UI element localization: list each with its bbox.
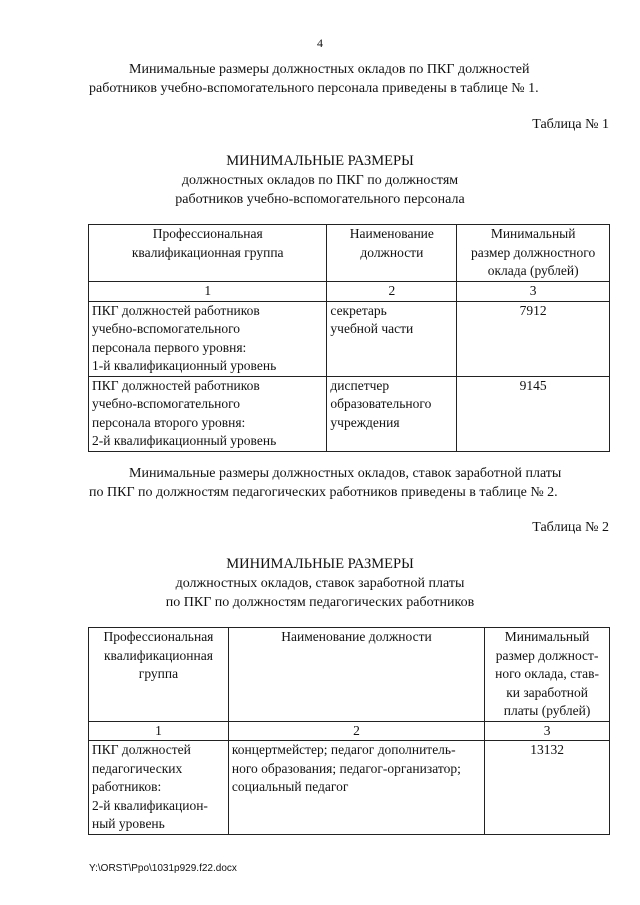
table-1-number-row — [89, 282, 610, 302]
page-number: 4 — [317, 36, 323, 50]
table-1-title-line-3: работников учебно-вспомогательного персонала — [175, 192, 465, 207]
footer-file-path: Y:\ORST\Ppo\1031p929.f22.docx — [89, 863, 237, 874]
intro-2-line-2: по ПКГ по должностям педагогических работников приведены в таблице № 2. — [89, 485, 558, 500]
table-2-title — [0, 555, 640, 612]
table-2-header-group: Профессиональная квалификационная группа — [89, 628, 229, 722]
table-1-header-position: Наименование должности — [327, 225, 457, 282]
table-row — [89, 376, 610, 451]
table-2-title-line-3: по ПКГ по должностям педагогических работников — [165, 595, 475, 610]
table-1-header-group: Профессиональная квалификационная группа — [89, 225, 327, 282]
table-2-header-row — [89, 628, 610, 722]
table-2-title-caps: МИНИМАЛЬНЫЕ РАЗМЕРЫ — [226, 556, 414, 572]
table-2-title-line-2: должностных окладов, ставок заработной платы — [175, 576, 465, 591]
table-1-col-number: 2 — [327, 282, 457, 302]
table-2-col-number: 1 — [89, 721, 229, 741]
table-row — [89, 301, 610, 376]
table-2-row-1-group: ПКГ должностей педагогических работников: 2-й квалификацион- ный уровень — [89, 741, 229, 835]
table-2 — [88, 627, 610, 835]
intro-1-line-2: работников учебно-вспомогательного персонала приведены в таблице № 1. — [89, 81, 539, 96]
table-1-title — [0, 152, 640, 209]
table-2-row-1-position: концертмейстер; педагог дополнитель- ного образования; педагог-организатор; социальный педагог — [228, 741, 484, 835]
table-1-header-row — [89, 225, 610, 282]
table-1 — [88, 224, 610, 452]
intro-paragraph-2 — [89, 464, 609, 502]
table-2-header-salary: Минимальный размер должност- ного оклада, став- ки заработной платы (рублей) — [485, 628, 610, 722]
table-2-label: Таблица № 2 — [532, 520, 609, 535]
table-1-title-line-2: должностных окладов по ПКГ по должностям — [181, 173, 459, 188]
table-1-label: Таблица № 1 — [532, 117, 609, 132]
table-1-row-1-position: секретарь учебной части — [327, 301, 457, 376]
intro-1-line-1: Минимальные размеры должностных окладов по ПКГ должностей — [129, 62, 530, 77]
table-1-col-number: 1 — [89, 282, 327, 302]
table-1-row-2-salary: 9145 — [457, 376, 610, 451]
table-1-row-1-group: ПКГ должностей работников учебно-вспомогательного персонала первого уровня: 1-й квалификационный уровень — [89, 301, 327, 376]
table-2-header-position: Наименование должности — [228, 628, 484, 722]
intro-2-line-1: Минимальные размеры должностных окладов, ставок заработной платы — [129, 466, 562, 481]
table-1-header-salary: Минимальный размер должностного оклада (рублей) — [457, 225, 610, 282]
table-2-row-1-salary: 13132 — [485, 741, 610, 835]
table-1-row-2-position: диспетчер образовательного учреждения — [327, 376, 457, 451]
table-1-row-2-group: ПКГ должностей работников учебно-вспомогательного персонала второго уровня: 2-й квалификационный уровень — [89, 376, 327, 451]
table-2-col-number: 3 — [485, 721, 610, 741]
table-2-number-row — [89, 721, 610, 741]
table-1-col-number: 3 — [457, 282, 610, 302]
table-1-row-1-salary: 7912 — [457, 301, 610, 376]
table-row — [89, 741, 610, 835]
table-1-title-caps: МИНИМАЛЬНЫЕ РАЗМЕРЫ — [226, 153, 414, 169]
intro-paragraph-1 — [89, 60, 609, 98]
table-2-col-number: 2 — [228, 721, 484, 741]
